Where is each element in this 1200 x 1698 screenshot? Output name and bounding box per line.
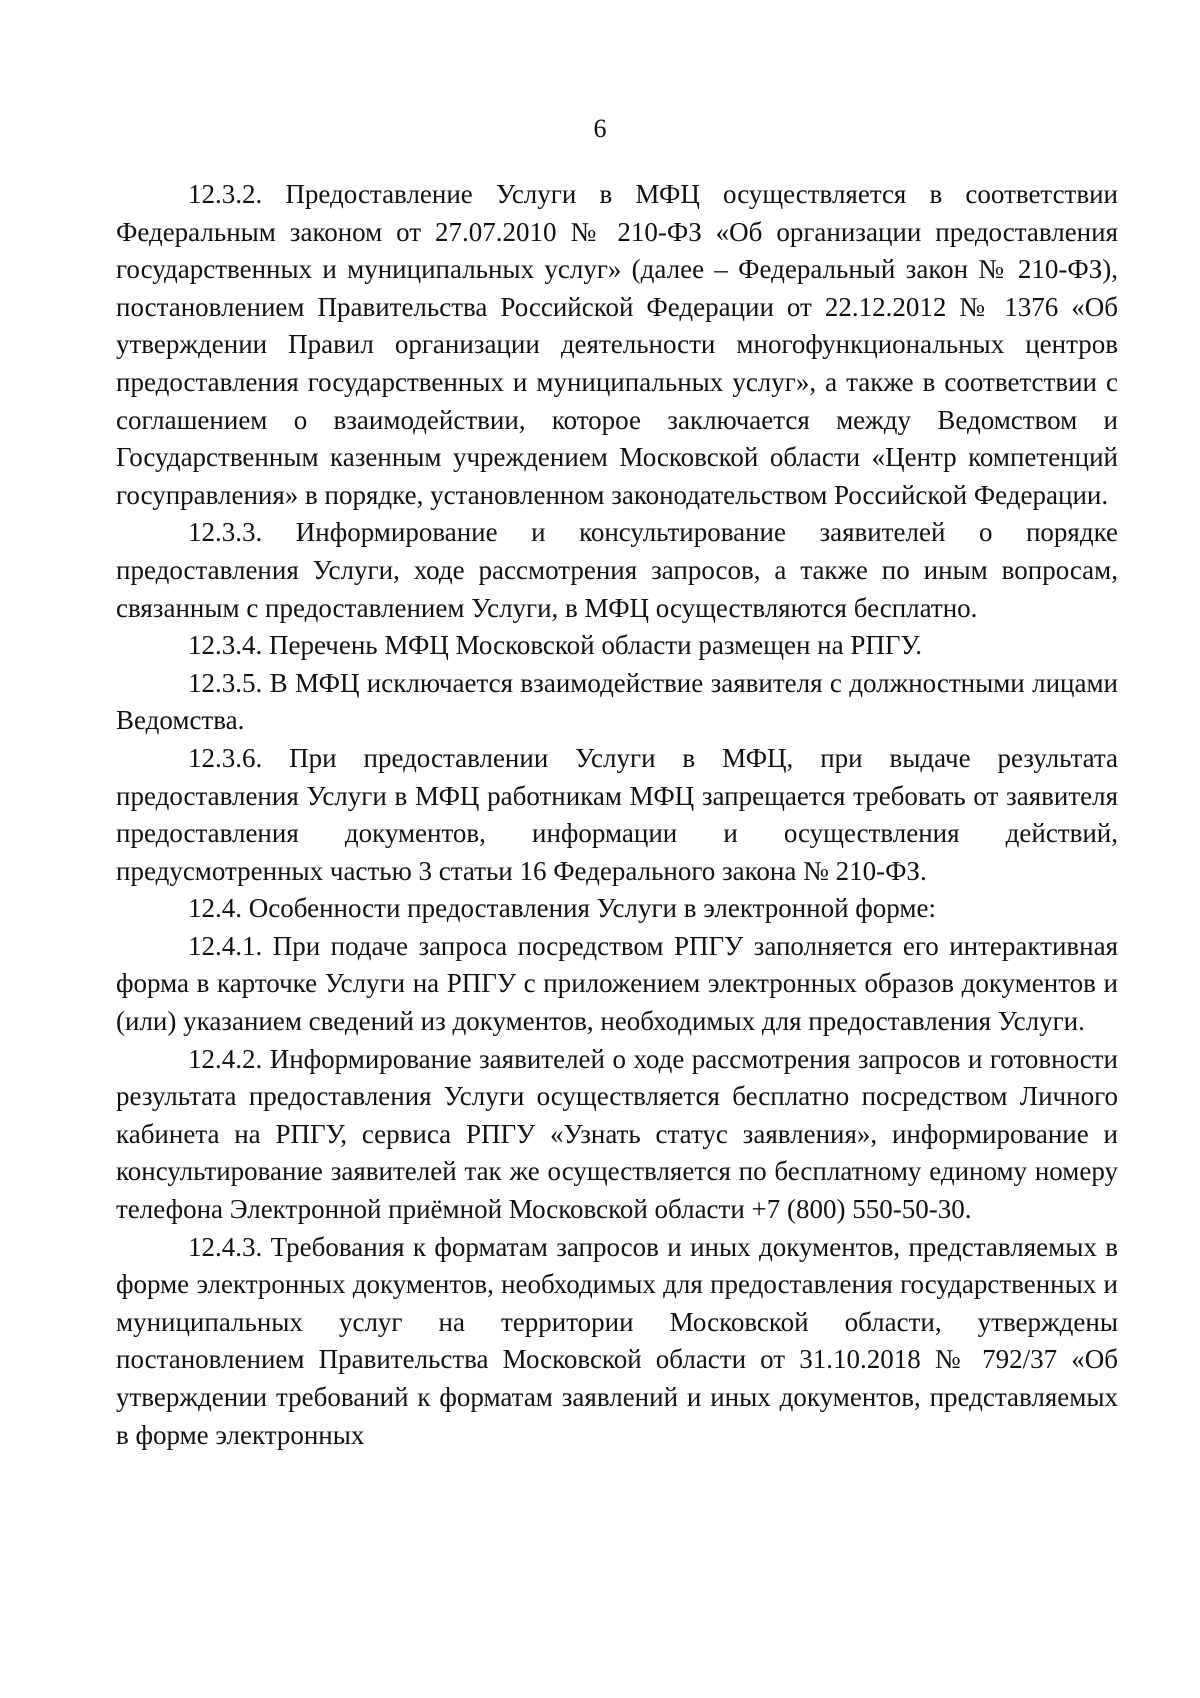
- paragraph-12-4-3: 12.4.3. Требования к форматам запросов и иных документов, представляемых в форме электронных документов, необходимых для предоставления государственных и муниципальных услуг на территории Московской области, утверждены постановлением Правительства Московской области от 31.10.2018 № 792/37 «Об утверждении требований к форматам заявлений и иных документов, представляемых в форме электронных: [116, 1231, 1118, 1450]
- paragraph-12-3-4: 12.3.4. Перечень МФЦ Московской области размещен на РПГУ.: [188, 630, 922, 661]
- document-body: [116, 176, 1118, 1454]
- paragraph-12-3-5: 12.3.5. В МФЦ исключается взаимодействие заявителя с должностными лицами Ведомства.: [116, 667, 1118, 736]
- paragraph-12-4-1: 12.4.1. При подаче запроса посредством РПГУ заполняется его интерактивная форма в карточке Услуги на РПГУ с приложением электронных образов документов и (или) указанием сведений из документов, необходимых для предоставления Услуги.: [116, 930, 1118, 1037]
- paragraph-12-3-6: 12.3.6. При предоставлении Услуги в МФЦ, при выдаче результата предоставления Услуги в МФЦ работникам МФЦ запрещается требовать от заявителя предоставления документов, информации и осуществления действий, предусмотренных частью 3 статьи 16 Федерального закона № 210-ФЗ.: [116, 742, 1118, 886]
- paragraph-12-3-2: 12.3.2. Предоставление Услуги в МФЦ осуществляется в соответствии Федеральным законом от 27.07.2010 № 210-ФЗ «Об организации предоставления государственных и муниципальных услуг» (далее – Федеральный закон № 210-ФЗ), постановлением Правительства Российской Федерации от 22.12.2012 № 1376 «Об утверждении Правил организации деятельности многофункциональных центров предоставления государственных и муниципальных услуг», а также в соответствии с соглашением о взаимодействии, которое заключается между Ведомством и Государственным казенным учреждением Московской области «Центр компетенций госуправления» в порядке, установленном законодательством Российской Федерации.: [116, 179, 1118, 510]
- paragraph-12-3-3: 12.3.3. Информирование и консультирование заявителей о порядке предоставления Услуги, ходе рассмотрения запросов, а также по иным вопросам, связанным с предоставлением Услуги, в МФЦ осуществляются бесплатно.: [116, 517, 1118, 623]
- page-number: 6: [593, 114, 607, 143]
- paragraph-12-4: 12.4. Особенности предоставления Услуги в электронной форме:: [188, 893, 936, 924]
- paragraph-12-4-2: 12.4.2. Информирование заявителей о ходе рассмотрения запросов и готовности результата предоставления Услуги осуществляется бесплатно посредством Личного кабинета на РПГУ, сервиса РПГУ «Узнать статус заявления», информирование и консультирование заявителей так же осуществляется по бесплатному единому номеру телефона Электронной приёмной Московской области +7 (800) 550-50-30.: [116, 1043, 1118, 1225]
